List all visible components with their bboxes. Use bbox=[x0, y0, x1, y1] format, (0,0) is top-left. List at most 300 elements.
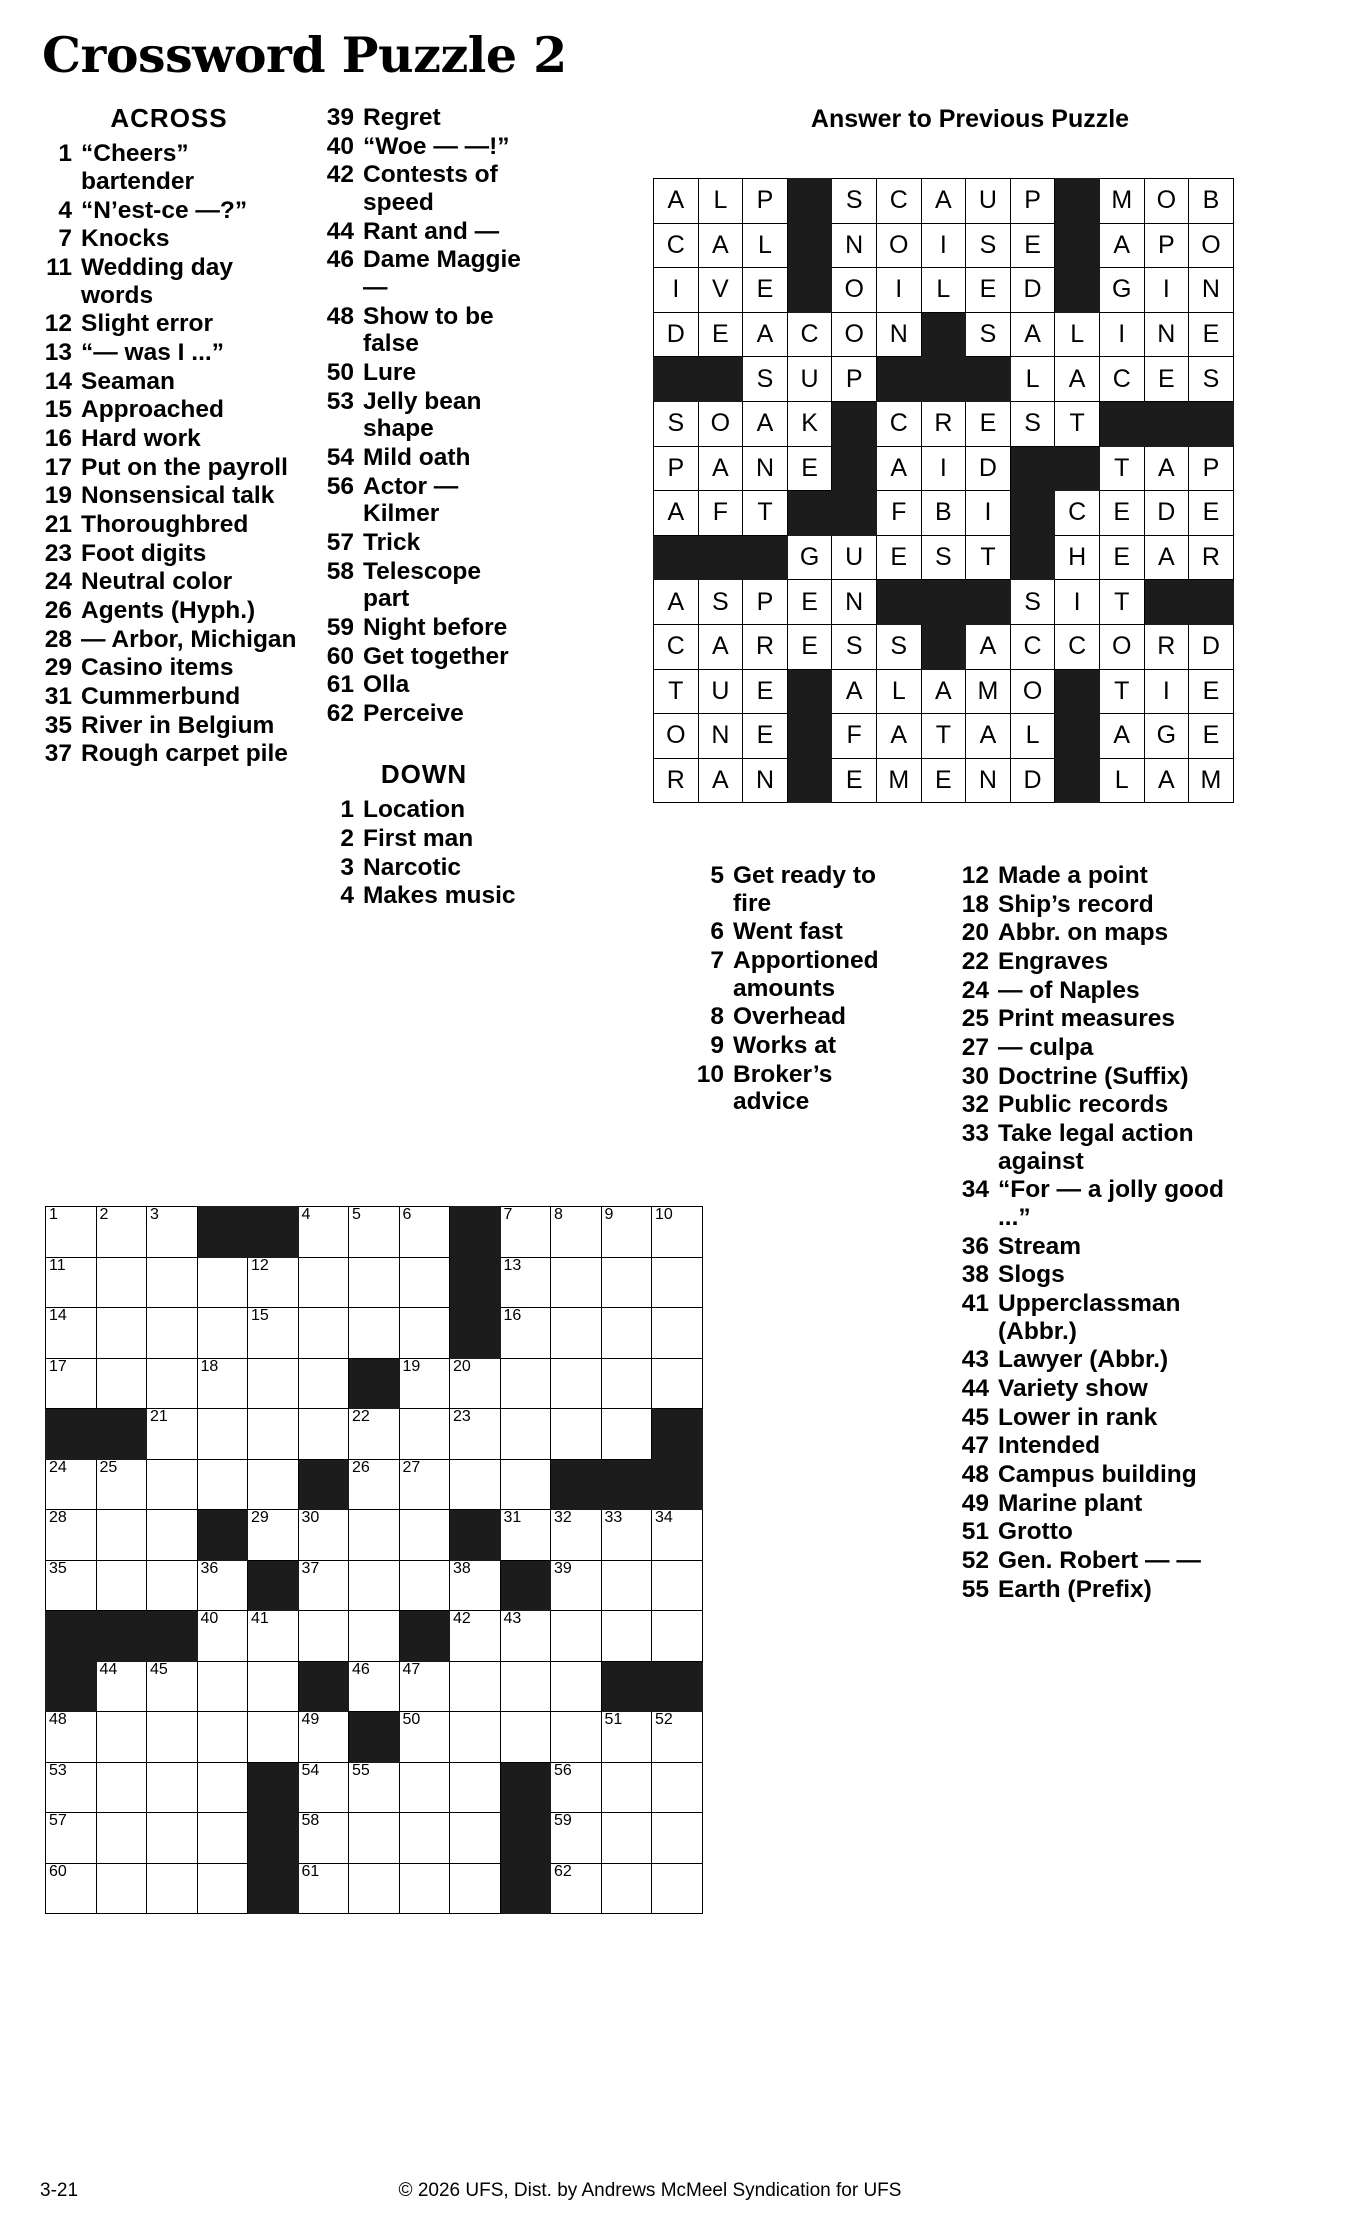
answer-letter-cell: S bbox=[654, 401, 699, 446]
answer-letter-cell: A bbox=[698, 624, 743, 669]
clue-text: Rant and — bbox=[363, 217, 500, 245]
puzzle-cell[interactable] bbox=[248, 1358, 299, 1409]
clue-item bbox=[318, 700, 530, 728]
answer-row bbox=[654, 223, 1234, 268]
puzzle-cell[interactable] bbox=[197, 1712, 248, 1763]
clue-item bbox=[955, 891, 1240, 919]
puzzle-cell[interactable] bbox=[500, 1308, 551, 1359]
puzzle-cell[interactable] bbox=[248, 1257, 299, 1308]
puzzle-cell[interactable] bbox=[601, 1560, 652, 1611]
answer-block-cell bbox=[1144, 401, 1189, 446]
puzzle-cell[interactable] bbox=[652, 1308, 703, 1359]
puzzle-cell[interactable] bbox=[298, 1813, 349, 1864]
puzzle-cell[interactable] bbox=[399, 1409, 450, 1460]
puzzle-cell[interactable] bbox=[551, 1308, 602, 1359]
clue-text: Perceive bbox=[363, 700, 464, 728]
clue-item bbox=[955, 919, 1240, 947]
puzzle-cell[interactable] bbox=[147, 1257, 198, 1308]
puzzle-cell[interactable] bbox=[551, 1611, 602, 1662]
puzzle-cell[interactable] bbox=[147, 1762, 198, 1813]
answer-letter-cell: A bbox=[1010, 312, 1055, 357]
answer-letter-cell: E bbox=[698, 312, 743, 357]
puzzle-cell[interactable] bbox=[96, 1207, 147, 1258]
puzzle-cell[interactable] bbox=[46, 1308, 97, 1359]
clue-item bbox=[955, 1375, 1240, 1403]
clue-text: Earth (Prefix) bbox=[998, 1575, 1152, 1603]
puzzle-cell-number: 22 bbox=[352, 1408, 370, 1425]
answer-block-cell bbox=[698, 357, 743, 402]
answer-row bbox=[654, 268, 1234, 313]
answer-letter-cell: T bbox=[921, 714, 966, 759]
puzzle-cell[interactable] bbox=[46, 1207, 97, 1258]
puzzle-cell[interactable] bbox=[248, 1459, 299, 1510]
answer-heading: Answer to Previous Puzzle bbox=[810, 105, 1130, 133]
clue-text: “Cheers” bartender bbox=[81, 140, 195, 196]
clue-text: Night before bbox=[363, 614, 508, 642]
puzzle-cell[interactable] bbox=[46, 1762, 97, 1813]
puzzle-cell[interactable] bbox=[551, 1510, 602, 1561]
puzzle-cell[interactable] bbox=[147, 1863, 198, 1914]
puzzle-cell[interactable] bbox=[298, 1308, 349, 1359]
puzzle-cell[interactable] bbox=[601, 1863, 652, 1914]
puzzle-block-cell bbox=[298, 1661, 349, 1712]
puzzle-cell[interactable] bbox=[551, 1712, 602, 1763]
clue-text: Contests of speed bbox=[363, 161, 498, 217]
puzzle-cell[interactable] bbox=[399, 1510, 450, 1561]
puzzle-cell[interactable] bbox=[450, 1358, 501, 1409]
puzzle-cell[interactable] bbox=[147, 1661, 198, 1712]
puzzle-cell[interactable] bbox=[450, 1813, 501, 1864]
puzzle-cell[interactable] bbox=[298, 1409, 349, 1460]
clue-item bbox=[955, 1034, 1240, 1062]
clue-text: “Woe — —!” bbox=[363, 132, 510, 160]
puzzle-cell[interactable] bbox=[500, 1459, 551, 1510]
clue-item bbox=[318, 161, 530, 216]
clue-item bbox=[38, 368, 300, 396]
answer-row bbox=[654, 446, 1234, 491]
clue-item bbox=[38, 654, 300, 682]
puzzle-cell[interactable] bbox=[601, 1712, 652, 1763]
puzzle-cell[interactable] bbox=[349, 1661, 400, 1712]
puzzle-cell[interactable] bbox=[399, 1459, 450, 1510]
clue-item bbox=[955, 1176, 1240, 1231]
puzzle-cell[interactable] bbox=[349, 1863, 400, 1914]
puzzle-cell[interactable] bbox=[96, 1308, 147, 1359]
puzzle-cell[interactable] bbox=[96, 1560, 147, 1611]
clue-text: Public records bbox=[998, 1091, 1169, 1119]
puzzle-cell[interactable] bbox=[298, 1207, 349, 1258]
puzzle-cell[interactable] bbox=[399, 1358, 450, 1409]
puzzle-block-cell bbox=[248, 1813, 299, 1864]
puzzle-cell[interactable] bbox=[601, 1257, 652, 1308]
puzzle-cell[interactable] bbox=[551, 1661, 602, 1712]
puzzle-cell[interactable] bbox=[96, 1257, 147, 1308]
clue-item bbox=[38, 197, 300, 225]
answer-letter-cell: T bbox=[654, 669, 699, 714]
answer-row bbox=[654, 535, 1234, 580]
puzzle-block-cell bbox=[399, 1611, 450, 1662]
clue-item bbox=[38, 568, 300, 596]
puzzle-cell[interactable] bbox=[298, 1510, 349, 1561]
puzzle-cell[interactable] bbox=[46, 1863, 97, 1914]
puzzle-cell[interactable] bbox=[450, 1661, 501, 1712]
puzzle-cell-number: 4 bbox=[301, 1206, 311, 1223]
answer-letter-cell: U bbox=[698, 669, 743, 714]
answer-block-cell bbox=[787, 714, 832, 759]
puzzle-cell[interactable] bbox=[349, 1257, 400, 1308]
puzzle-cell[interactable] bbox=[399, 1661, 450, 1712]
answer-block-cell bbox=[876, 357, 921, 402]
page-title: Crossword Puzzle 2 bbox=[42, 26, 567, 84]
puzzle-cell[interactable] bbox=[500, 1257, 551, 1308]
puzzle-cell[interactable] bbox=[197, 1611, 248, 1662]
answer-letter-cell: S bbox=[1010, 580, 1055, 625]
puzzle-cell[interactable] bbox=[46, 1358, 97, 1409]
puzzle-cell[interactable] bbox=[551, 1863, 602, 1914]
puzzle-cell-number: 8 bbox=[554, 1206, 563, 1223]
puzzle-cell[interactable] bbox=[46, 1459, 97, 1510]
answer-letter-cell: S bbox=[832, 179, 877, 224]
puzzle-cell[interactable] bbox=[96, 1661, 147, 1712]
clue-item bbox=[318, 444, 530, 472]
puzzle-cell[interactable] bbox=[147, 1813, 198, 1864]
puzzle-cell-number: 29 bbox=[251, 1509, 269, 1526]
answer-row bbox=[654, 580, 1234, 625]
answer-block-cell bbox=[1055, 669, 1100, 714]
clue-number: 33 bbox=[961, 1120, 989, 1148]
puzzle-cell-number: 45 bbox=[150, 1660, 168, 1678]
clue-number: 21 bbox=[44, 511, 72, 539]
puzzle-cell[interactable] bbox=[46, 1257, 97, 1308]
clue-number: 57 bbox=[326, 529, 354, 557]
puzzle-cell[interactable] bbox=[500, 1409, 551, 1460]
puzzle-cell[interactable] bbox=[298, 1762, 349, 1813]
answer-letter-cell: N bbox=[966, 758, 1011, 803]
puzzle-cell-number: 36 bbox=[200, 1559, 219, 1577]
clue-number: 44 bbox=[326, 217, 354, 245]
puzzle-cell[interactable] bbox=[96, 1510, 147, 1561]
puzzle-cell[interactable] bbox=[197, 1813, 248, 1864]
answer-letter-cell: R bbox=[1189, 535, 1234, 580]
puzzle-cell-number: 11 bbox=[49, 1256, 66, 1274]
puzzle-cell[interactable] bbox=[652, 1207, 703, 1258]
answer-block-cell bbox=[1010, 491, 1055, 536]
answer-letter-cell: G bbox=[787, 535, 832, 580]
answer-letter-cell: S bbox=[966, 223, 1011, 268]
puzzle-cell[interactable] bbox=[551, 1813, 602, 1864]
puzzle-cell[interactable] bbox=[399, 1813, 450, 1864]
answer-letter-cell: L bbox=[1099, 758, 1144, 803]
puzzle-cell[interactable] bbox=[399, 1207, 450, 1258]
puzzle-cell-number: 15 bbox=[251, 1307, 269, 1324]
puzzle-cell[interactable] bbox=[197, 1308, 248, 1359]
puzzle-cell-number: 52 bbox=[655, 1711, 673, 1728]
puzzle-cell[interactable] bbox=[551, 1762, 602, 1813]
clue-number: 39 bbox=[326, 104, 354, 131]
answer-letter-cell: S bbox=[966, 312, 1011, 357]
answer-row bbox=[654, 401, 1234, 446]
puzzle-cell-number: 38 bbox=[453, 1559, 471, 1577]
clue-text: Makes music bbox=[363, 882, 516, 910]
puzzle-cell-number: 53 bbox=[49, 1761, 67, 1779]
answer-letter-cell: C bbox=[1099, 357, 1144, 402]
puzzle-cell[interactable] bbox=[349, 1510, 400, 1561]
puzzle-cell[interactable] bbox=[197, 1661, 248, 1712]
clue-text: — culpa bbox=[998, 1034, 1094, 1062]
answer-letter-cell: P bbox=[1189, 446, 1234, 491]
puzzle-cell[interactable] bbox=[450, 1712, 501, 1763]
answer-letter-cell: L bbox=[698, 179, 743, 224]
puzzle-cell[interactable] bbox=[197, 1863, 248, 1914]
answer-block-cell bbox=[966, 357, 1011, 402]
puzzle-cell[interactable] bbox=[96, 1712, 147, 1763]
puzzle-cell[interactable] bbox=[450, 1611, 501, 1662]
puzzle-cell[interactable] bbox=[349, 1207, 400, 1258]
puzzle-cell[interactable] bbox=[298, 1358, 349, 1409]
puzzle-cell[interactable] bbox=[500, 1358, 551, 1409]
clue-number: 52 bbox=[961, 1547, 989, 1575]
puzzle-cell[interactable] bbox=[349, 1560, 400, 1611]
puzzle-cell-number: 37 bbox=[301, 1559, 320, 1577]
puzzle-cell[interactable] bbox=[197, 1257, 248, 1308]
puzzle-cell[interactable] bbox=[450, 1459, 501, 1510]
puzzle-cell-number: 26 bbox=[352, 1458, 370, 1476]
puzzle-cell[interactable] bbox=[197, 1560, 248, 1611]
puzzle-cell[interactable] bbox=[652, 1510, 703, 1561]
puzzle-cell[interactable] bbox=[399, 1762, 450, 1813]
puzzle-block-cell bbox=[500, 1863, 551, 1914]
clue-number: 49 bbox=[961, 1489, 989, 1517]
puzzle-cell[interactable] bbox=[450, 1409, 501, 1460]
puzzle-cell[interactable] bbox=[551, 1358, 602, 1409]
puzzle-cell[interactable] bbox=[96, 1762, 147, 1813]
puzzle-cell-number: 60 bbox=[49, 1862, 67, 1880]
puzzle-cell[interactable] bbox=[298, 1712, 349, 1763]
clue-text: Abbr. on maps bbox=[998, 919, 1169, 947]
puzzle-cell[interactable] bbox=[96, 1459, 147, 1510]
clue-item bbox=[38, 511, 300, 539]
puzzle-cell[interactable] bbox=[399, 1712, 450, 1763]
clue-text: Actor — Kilmer bbox=[363, 472, 459, 528]
puzzle-cell[interactable] bbox=[652, 1257, 703, 1308]
puzzle-cell[interactable] bbox=[298, 1257, 349, 1308]
answer-block-cell bbox=[966, 580, 1011, 625]
puzzle-cell[interactable] bbox=[147, 1560, 198, 1611]
puzzle-cell-number: 3 bbox=[150, 1206, 159, 1223]
puzzle-cell[interactable] bbox=[500, 1611, 551, 1662]
puzzle-cell[interactable] bbox=[298, 1611, 349, 1662]
clue-number: 24 bbox=[961, 976, 989, 1004]
answer-letter-cell: C bbox=[876, 179, 921, 224]
puzzle-cell[interactable] bbox=[399, 1560, 450, 1611]
puzzle-cell[interactable] bbox=[147, 1510, 198, 1561]
clue-item bbox=[690, 1061, 915, 1116]
puzzle-cell-number: 32 bbox=[554, 1509, 572, 1526]
puzzle-cell[interactable] bbox=[652, 1712, 703, 1763]
puzzle-cell[interactable] bbox=[500, 1207, 551, 1258]
puzzle-cell-number: 33 bbox=[604, 1509, 623, 1526]
answer-block-cell bbox=[1189, 401, 1234, 446]
puzzle-cell[interactable] bbox=[96, 1358, 147, 1409]
puzzle-cell-number: 20 bbox=[453, 1357, 471, 1375]
puzzle-cell-number: 44 bbox=[99, 1660, 118, 1678]
puzzle-cell[interactable] bbox=[349, 1611, 400, 1662]
puzzle-cell[interactable] bbox=[248, 1510, 299, 1561]
puzzle-cell[interactable] bbox=[298, 1560, 349, 1611]
puzzle-cell[interactable] bbox=[147, 1207, 198, 1258]
puzzle-cell[interactable] bbox=[96, 1863, 147, 1914]
answer-letter-cell: N bbox=[876, 312, 921, 357]
clue-number: 8 bbox=[710, 1003, 724, 1031]
answer-block-cell bbox=[921, 624, 966, 669]
clue-item bbox=[318, 218, 530, 246]
answer-letter-cell: G bbox=[1099, 268, 1144, 313]
across-heading: ACROSS bbox=[110, 103, 228, 133]
puzzle-cell[interactable] bbox=[197, 1459, 248, 1510]
puzzle-cell[interactable] bbox=[551, 1257, 602, 1308]
answer-letter-cell: E bbox=[743, 714, 788, 759]
clue-text: Gen. Robert — — bbox=[998, 1547, 1201, 1575]
puzzle-cell[interactable] bbox=[601, 1409, 652, 1460]
puzzle-cell[interactable] bbox=[601, 1611, 652, 1662]
puzzle-cell[interactable] bbox=[147, 1712, 198, 1763]
answer-letter-cell: C bbox=[654, 223, 699, 268]
clue-number: 60 bbox=[326, 642, 354, 670]
puzzle-cell[interactable] bbox=[248, 1308, 299, 1359]
answer-letter-cell: N bbox=[743, 446, 788, 491]
answer-row bbox=[654, 758, 1234, 803]
puzzle-cell[interactable] bbox=[349, 1409, 400, 1460]
clue-text: Foot digits bbox=[81, 539, 207, 567]
puzzle-cell[interactable] bbox=[500, 1661, 551, 1712]
puzzle-cell[interactable] bbox=[601, 1358, 652, 1409]
puzzle-cell[interactable] bbox=[601, 1510, 652, 1561]
puzzle-block-cell bbox=[500, 1762, 551, 1813]
puzzle-cell[interactable] bbox=[349, 1762, 400, 1813]
answer-letter-cell: S bbox=[743, 357, 788, 402]
clue-item bbox=[38, 482, 300, 510]
answer-row bbox=[654, 714, 1234, 759]
answer-letter-cell: C bbox=[1055, 491, 1100, 536]
clue-text: Hard work bbox=[81, 425, 201, 453]
clue-text: Lawyer (Abbr.) bbox=[998, 1346, 1169, 1374]
answer-letter-cell: A bbox=[921, 669, 966, 714]
puzzle-cell[interactable] bbox=[399, 1257, 450, 1308]
clue-text: Olla bbox=[363, 671, 410, 699]
clue-number: 29 bbox=[44, 654, 72, 682]
answer-letter-cell: I bbox=[966, 491, 1011, 536]
puzzle-cell[interactable] bbox=[450, 1560, 501, 1611]
puzzle-cell[interactable] bbox=[551, 1409, 602, 1460]
puzzle-cell[interactable] bbox=[652, 1863, 703, 1914]
puzzle-row bbox=[46, 1510, 703, 1561]
puzzle-cell[interactable] bbox=[349, 1459, 400, 1510]
answer-letter-cell: A bbox=[698, 223, 743, 268]
puzzle-cell[interactable] bbox=[551, 1207, 602, 1258]
puzzle-cell[interactable] bbox=[248, 1661, 299, 1712]
puzzle-cell-number: 31 bbox=[503, 1509, 522, 1526]
answer-letter-cell: C bbox=[1010, 624, 1055, 669]
clue-item bbox=[690, 1032, 915, 1060]
puzzle-cell[interactable] bbox=[96, 1813, 147, 1864]
puzzle-cell[interactable] bbox=[652, 1611, 703, 1662]
answer-letter-cell: D bbox=[1010, 758, 1055, 803]
puzzle-block-cell bbox=[46, 1661, 97, 1712]
answer-letter-cell: D bbox=[654, 312, 699, 357]
puzzle-cell-number: 12 bbox=[251, 1256, 269, 1274]
answer-letter-cell: E bbox=[876, 535, 921, 580]
puzzle-cell[interactable] bbox=[46, 1560, 97, 1611]
clue-item bbox=[318, 558, 530, 613]
puzzle-cell[interactable] bbox=[551, 1560, 602, 1611]
answer-letter-cell: A bbox=[654, 179, 699, 224]
answer-letter-cell: V bbox=[698, 268, 743, 313]
answer-letter-cell: T bbox=[743, 491, 788, 536]
puzzle-cell-number: 48 bbox=[49, 1711, 67, 1728]
puzzle-cell[interactable] bbox=[652, 1762, 703, 1813]
puzzle-cell[interactable] bbox=[500, 1712, 551, 1763]
puzzle-cell[interactable] bbox=[652, 1358, 703, 1409]
puzzle-cell[interactable] bbox=[349, 1308, 400, 1359]
clue-number: 19 bbox=[44, 482, 72, 510]
clue-number: 27 bbox=[961, 1034, 989, 1062]
puzzle-cell[interactable] bbox=[500, 1510, 551, 1561]
puzzle-cell[interactable] bbox=[46, 1712, 97, 1763]
puzzle-cell[interactable] bbox=[450, 1762, 501, 1813]
answer-letter-cell: T bbox=[1055, 401, 1100, 446]
puzzle-cell[interactable] bbox=[147, 1409, 198, 1460]
puzzle-cell[interactable] bbox=[248, 1409, 299, 1460]
puzzle-cell[interactable] bbox=[601, 1308, 652, 1359]
puzzle-cell[interactable] bbox=[248, 1712, 299, 1763]
puzzle-cell[interactable] bbox=[349, 1813, 400, 1864]
puzzle-cell[interactable] bbox=[601, 1762, 652, 1813]
answer-letter-cell: T bbox=[1099, 669, 1144, 714]
puzzle-cell[interactable] bbox=[601, 1813, 652, 1864]
puzzle-cell[interactable] bbox=[652, 1560, 703, 1611]
puzzle-cell[interactable] bbox=[197, 1409, 248, 1460]
puzzle-cell[interactable] bbox=[652, 1813, 703, 1864]
answer-block-cell bbox=[787, 491, 832, 536]
puzzle-cell[interactable] bbox=[197, 1762, 248, 1813]
clue-item bbox=[690, 947, 915, 1002]
clue-number: 42 bbox=[326, 161, 354, 189]
puzzle-cell[interactable] bbox=[298, 1863, 349, 1914]
puzzle-cell[interactable] bbox=[147, 1358, 198, 1409]
clue-text: Get together bbox=[363, 642, 509, 670]
puzzle-cell[interactable] bbox=[46, 1510, 97, 1561]
puzzle-cell[interactable] bbox=[46, 1813, 97, 1864]
puzzle-cell[interactable] bbox=[197, 1358, 248, 1409]
answer-letter-cell: S bbox=[1010, 401, 1055, 446]
answer-letter-cell: G bbox=[1144, 714, 1189, 759]
puzzle-cell[interactable] bbox=[147, 1459, 198, 1510]
puzzle-cell[interactable] bbox=[147, 1308, 198, 1359]
puzzle-cell[interactable] bbox=[399, 1863, 450, 1914]
puzzle-cell[interactable] bbox=[450, 1863, 501, 1914]
clue-text: Doctrine (Suffix) bbox=[998, 1062, 1189, 1090]
clue-number: 28 bbox=[44, 625, 72, 653]
clue-number: 40 bbox=[326, 132, 354, 160]
answer-letter-cell: O bbox=[654, 714, 699, 759]
puzzle-cell[interactable] bbox=[601, 1207, 652, 1258]
answer-letter-cell: P bbox=[1144, 223, 1189, 268]
puzzle-cell[interactable] bbox=[248, 1611, 299, 1662]
clue-item bbox=[38, 425, 300, 453]
puzzle-cell[interactable] bbox=[399, 1308, 450, 1359]
puzzle-grid[interactable] bbox=[45, 1206, 703, 1914]
clue-text: Put on the payroll bbox=[81, 453, 288, 481]
